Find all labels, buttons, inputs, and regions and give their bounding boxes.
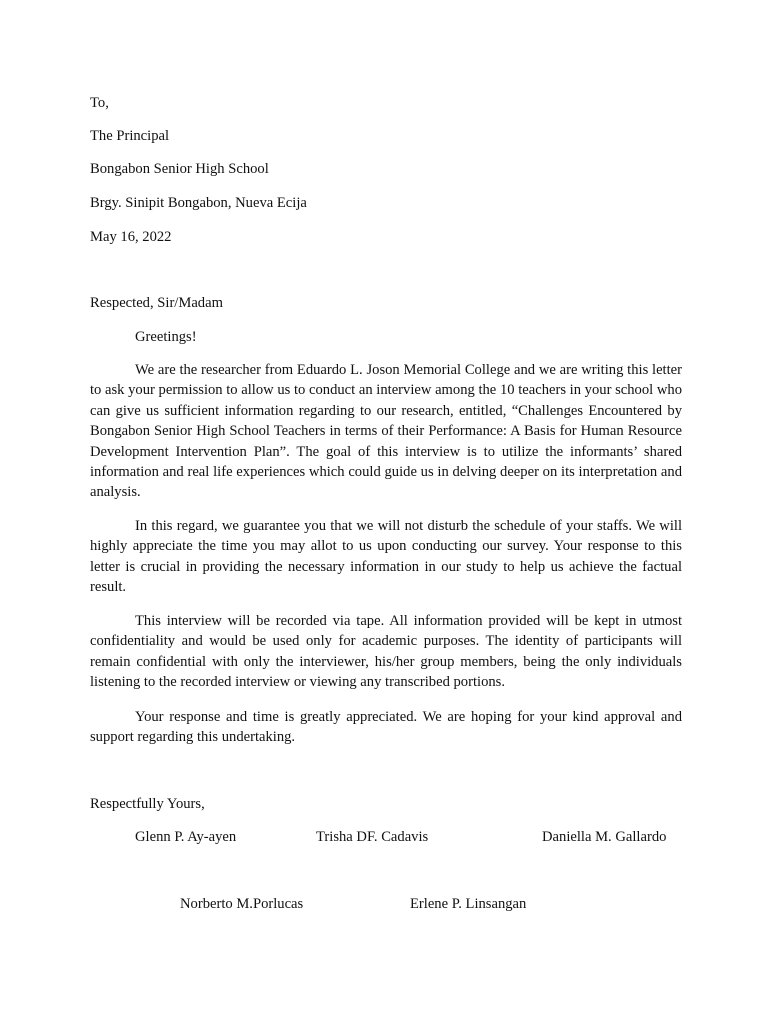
body-paragraph-3: This interview will be recorded via tape. All information provided will be kept in utmost confidentiality and would be used only for academic purposes. The identity of participants will remain confidential with only the interviewer, his/her group members, being the only individuals listening to the recorded interview or viewing any transcribed portions. [90, 613, 682, 691]
recipient-school: Bongabon Senior High School [90, 161, 269, 177]
signatory-name: Norberto M.Porlucas [180, 896, 304, 912]
signatory-name: Glenn P. Ay-ayen [135, 829, 237, 845]
body-paragraph-4: Your response and time is greatly appreciated. We are hoping for your kind approval and support regarding this undertaking. [90, 709, 682, 746]
recipient-title: The Principal [90, 128, 170, 144]
signatory-name: Erlene P. Linsangan [410, 896, 527, 912]
body-paragraph-1: We are the researcher from Eduardo L. Joson Memorial College and we are writing this letter to ask your permission to allow us to conduct an interview among the 10 teachers in your school who can give us sufficient information regarding to our research, entitled, “Challenges Encountered by Bongabon Senior High School Teachers in terms of their Performance: A Basis for Human Resource Development Intervention Plan”. The goal of this interview is to utilize the informants’ shared information and real life experiences which could guide us in delving deeper on its interpretation and analysis. [90, 362, 682, 501]
signatory-name: Daniella M. Gallardo [542, 829, 667, 845]
letter-date: May 16, 2022 [90, 229, 172, 245]
recipient-address: Brgy. Sinipit Bongabon, Nueva Ecija [90, 195, 307, 211]
body-paragraph-2: In this regard, we guarantee you that we will not disturb the schedule of your staffs. We will highly appreciate the time you may allot to us upon conducting our survey. Your response to this letter is crucial in providing the necessary information in our study to help us achieve the factual result. [90, 518, 682, 596]
signatory-name: Trisha DF. Cadavis [316, 829, 429, 845]
greeting: Greetings! [135, 329, 197, 345]
to-line: To, [90, 95, 109, 111]
salutation: Respected, Sir/Madam [90, 295, 223, 311]
closing: Respectfully Yours, [90, 796, 205, 812]
